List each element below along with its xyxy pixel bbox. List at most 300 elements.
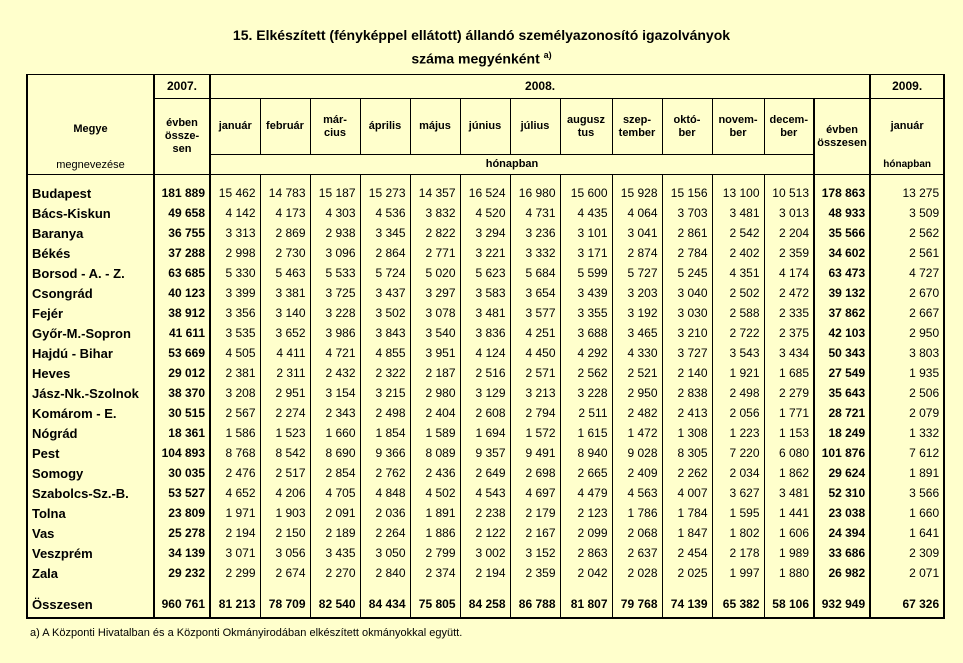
- total-2008: 18 249: [814, 423, 870, 443]
- month-value: 2 799: [410, 543, 460, 563]
- month-value: 4 543: [460, 483, 510, 503]
- month-value: 2 122: [460, 523, 510, 543]
- month-value: 4 351: [712, 263, 764, 283]
- month-value: 2 567: [210, 403, 260, 423]
- month-value: 2 472: [764, 283, 814, 303]
- month-value: 1 694: [460, 423, 510, 443]
- month-value: 1 771: [764, 403, 814, 423]
- header-line: július: [520, 120, 550, 132]
- month-value: 2 762: [360, 463, 410, 483]
- month-value: 2 822: [410, 223, 460, 243]
- month-value: 3 481: [712, 203, 764, 223]
- month-value: 3 078: [410, 303, 460, 323]
- header-line: június: [468, 120, 502, 132]
- month-value: 9 028: [612, 443, 662, 463]
- county-name: Nógrád: [27, 423, 154, 443]
- table-row: [27, 543, 944, 563]
- month-value: 1 854: [360, 423, 410, 443]
- table-row: [27, 403, 944, 423]
- month-value: 4 731: [510, 203, 560, 223]
- month-value: 5 463: [260, 263, 310, 283]
- jan-2009: 1 332: [870, 423, 944, 443]
- month-value: 2 189: [310, 523, 360, 543]
- county-name: Borsod - A. - Z.: [27, 263, 154, 283]
- month-value: 1 523: [260, 423, 310, 443]
- month-value: 2 869: [260, 223, 310, 243]
- month-value: 3 056: [260, 543, 310, 563]
- month-value: 3 540: [410, 323, 460, 343]
- month-value: 2 840: [360, 563, 410, 583]
- month-value: 4 563: [612, 483, 662, 503]
- month-value: 8 089: [410, 443, 460, 463]
- month-value: 10 513: [764, 183, 814, 203]
- month-value: 2 178: [712, 543, 764, 563]
- total-2008: 35 643: [814, 383, 870, 403]
- jan-2009: 2 667: [870, 303, 944, 323]
- month-value: 6 080: [764, 443, 814, 463]
- month-value: 15 156: [662, 183, 712, 203]
- month-value: 2 498: [360, 403, 410, 423]
- month-value: 3 832: [410, 203, 460, 223]
- month-value: 3 171: [560, 243, 612, 263]
- total-2007: 18 361: [154, 423, 210, 443]
- jan-2009: 7 612: [870, 443, 944, 463]
- month-value: 4 064: [612, 203, 662, 223]
- month-value: 2 068: [612, 523, 662, 543]
- header-line: októ-: [673, 113, 701, 126]
- month-value: 3 652: [260, 323, 310, 343]
- header-line: április: [368, 120, 402, 132]
- month-value: 2 864: [360, 243, 410, 263]
- month-value: 2 034: [712, 463, 764, 483]
- header-line: sen: [172, 143, 192, 155]
- month-value: 16 980: [510, 183, 560, 203]
- county-name: Fejér: [27, 303, 154, 323]
- month-header-9: [612, 99, 662, 155]
- total-2008: 63 473: [814, 263, 870, 283]
- month-value: 2 413: [662, 403, 712, 423]
- month-value: 5 245: [662, 263, 712, 283]
- month-value: 3 236: [510, 223, 560, 243]
- month-value: 1 921: [712, 363, 764, 383]
- month-value: 2 874: [612, 243, 662, 263]
- table-row: [27, 183, 944, 203]
- total-2008: 34 602: [814, 243, 870, 263]
- month-value: 1 989: [764, 543, 814, 563]
- month-value: 2 608: [460, 403, 510, 423]
- county-name: Tolna: [27, 503, 154, 523]
- month-value: 14 783: [260, 183, 310, 203]
- month-value: 14 357: [410, 183, 460, 203]
- month-value: 3 399: [210, 283, 260, 303]
- month-value: 3 030: [662, 303, 712, 323]
- table-row: [27, 383, 944, 403]
- county-name: Budapest: [27, 183, 154, 203]
- county-name: Somogy: [27, 463, 154, 483]
- total-row: [27, 591, 944, 618]
- total-2007: 29 232: [154, 563, 210, 583]
- month-value: 2 194: [210, 523, 260, 543]
- month-value: 2 204: [764, 223, 814, 243]
- month-value: 3 583: [460, 283, 510, 303]
- total-2008: 27 549: [814, 363, 870, 383]
- total-2007: 960 761: [154, 591, 210, 618]
- footnote-mark: a): [543, 50, 552, 60]
- month-value: 1 472: [612, 423, 662, 443]
- county-name: Csongrád: [27, 283, 154, 303]
- month-value: 2 562: [560, 363, 612, 383]
- month-value: 2 140: [662, 363, 712, 383]
- jan-2009: 2 670: [870, 283, 944, 303]
- month-value: 4 142: [210, 203, 260, 223]
- county-name: Hajdú - Bihar: [27, 343, 154, 363]
- table-row: [27, 303, 944, 323]
- header-line: ber: [780, 126, 798, 139]
- month-value: 4 411: [260, 343, 310, 363]
- jan-2009: 13 275: [870, 183, 944, 203]
- month-header-11: [712, 99, 764, 155]
- jan-2009: 3 803: [870, 343, 944, 363]
- header-line: már-: [323, 113, 347, 126]
- month-value: 78 709: [260, 591, 310, 618]
- month-value: 4 251: [510, 323, 560, 343]
- month-value: 8 940: [560, 443, 612, 463]
- month-value: 79 768: [612, 591, 662, 618]
- month-value: 2 951: [260, 383, 310, 403]
- total-2008: 37 862: [814, 303, 870, 323]
- month-value: 1 586: [210, 423, 260, 443]
- jan-2009: 3 509: [870, 203, 944, 223]
- total-2007: 53 669: [154, 343, 210, 363]
- month-value: 3 152: [510, 543, 560, 563]
- header-line: ber: [678, 126, 696, 139]
- month-value: 3 101: [560, 223, 612, 243]
- month-value: 4 697: [510, 483, 560, 503]
- month-value: 3 040: [662, 283, 712, 303]
- month-value: 2 042: [560, 563, 612, 583]
- month-value: 3 050: [360, 543, 410, 563]
- county-name: Jász-Nk.-Szolnok: [27, 383, 154, 403]
- month-value: 15 273: [360, 183, 410, 203]
- month-value: 3 986: [310, 323, 360, 343]
- month-value: 2 404: [410, 403, 460, 423]
- month-value: 4 520: [460, 203, 510, 223]
- month-value: 2 274: [260, 403, 310, 423]
- month-value: 3 703: [662, 203, 712, 223]
- table-row: [27, 523, 944, 543]
- table-row: [27, 363, 944, 383]
- month-header-3: [310, 99, 360, 155]
- table-row: [27, 443, 944, 463]
- total-2007: 23 809: [154, 503, 210, 523]
- month-value: 5 623: [460, 263, 510, 283]
- month-value: 3 654: [510, 283, 560, 303]
- month-value: 2 649: [460, 463, 510, 483]
- header-line: ber: [729, 126, 747, 139]
- total-2007: 38 370: [154, 383, 210, 403]
- month-value: 7 220: [712, 443, 764, 463]
- month-value: 3 332: [510, 243, 560, 263]
- month-value: 2 359: [510, 563, 560, 583]
- total-2008: 29 624: [814, 463, 870, 483]
- month-value: 3 502: [360, 303, 410, 323]
- month-value: 3 577: [510, 303, 560, 323]
- month-value: 3 140: [260, 303, 310, 323]
- county-name: Baranya: [27, 223, 154, 243]
- header-2008-total: [814, 99, 870, 175]
- month-value: 3 435: [310, 543, 360, 563]
- month-value: 3 002: [460, 543, 510, 563]
- table-row: [27, 503, 944, 523]
- header-line: decem-: [769, 113, 809, 126]
- month-value: 2 498: [712, 383, 764, 403]
- month-header-12: [764, 99, 814, 155]
- month-value: 4 721: [310, 343, 360, 363]
- month-value: 1 886: [410, 523, 460, 543]
- month-value: 4 124: [460, 343, 510, 363]
- month-value: 1 847: [662, 523, 712, 543]
- month-value: 2 502: [712, 283, 764, 303]
- month-value: 2 381: [210, 363, 260, 383]
- month-value: 2 036: [360, 503, 410, 523]
- month-value: 2 637: [612, 543, 662, 563]
- month-value: 8 768: [210, 443, 260, 463]
- total-2007: 37 288: [154, 243, 210, 263]
- month-header-8: [560, 99, 612, 155]
- page-title: 15. Elkészített (fényképpel ellátott) állandó személyazonosító igazolványok: [232, 27, 731, 43]
- month-value: 1 880: [764, 563, 814, 583]
- month-value: 1 572: [510, 423, 560, 443]
- header-honapban-2009: hónapban: [870, 155, 944, 175]
- month-value: 1 997: [712, 563, 764, 583]
- month-value: 4 705: [310, 483, 360, 503]
- month-value: 8 542: [260, 443, 310, 463]
- jan-2009: 1 641: [870, 523, 944, 543]
- month-value: 2 521: [612, 363, 662, 383]
- month-value: 2 025: [662, 563, 712, 583]
- county-name: Vas: [27, 523, 154, 543]
- month-value: 2 238: [460, 503, 510, 523]
- header-line: augusz: [567, 113, 605, 126]
- header-2009-januar: január: [870, 99, 944, 155]
- month-value: 15 600: [560, 183, 612, 203]
- total-2008: 48 933: [814, 203, 870, 223]
- month-value: 2 454: [662, 543, 712, 563]
- month-value: 4 652: [210, 483, 260, 503]
- table-row: [27, 563, 944, 583]
- total-2008: 26 982: [814, 563, 870, 583]
- month-value: 3 535: [210, 323, 260, 343]
- county-name: Békés: [27, 243, 154, 263]
- table-row: [27, 323, 944, 343]
- month-value: 58 106: [764, 591, 814, 618]
- total-2008: 39 132: [814, 283, 870, 303]
- month-value: 82 540: [310, 591, 360, 618]
- total-2007: 41 611: [154, 323, 210, 343]
- month-value: 1 223: [712, 423, 764, 443]
- month-value: 9 357: [460, 443, 510, 463]
- header-year-2007: 2007.: [154, 75, 210, 99]
- month-value: 3 228: [310, 303, 360, 323]
- month-value: 2 264: [360, 523, 410, 543]
- month-value: 3 843: [360, 323, 410, 343]
- total-2007: 63 685: [154, 263, 210, 283]
- header-line: szep-: [622, 113, 652, 126]
- month-value: 13 100: [712, 183, 764, 203]
- month-value: 2 980: [410, 383, 460, 403]
- month-value: 2 854: [310, 463, 360, 483]
- month-value: 2 279: [764, 383, 814, 403]
- total-2008: 50 343: [814, 343, 870, 363]
- total-2008: 42 103: [814, 323, 870, 343]
- jan-2009: 1 891: [870, 463, 944, 483]
- header-honapban: hónapban: [210, 155, 814, 175]
- month-value: 2 099: [560, 523, 612, 543]
- table-row: [27, 423, 944, 443]
- month-value: 2 950: [612, 383, 662, 403]
- month-value: 4 536: [360, 203, 410, 223]
- month-value: 2 409: [612, 463, 662, 483]
- month-value: 3 213: [510, 383, 560, 403]
- month-value: 74 139: [662, 591, 712, 618]
- month-value: 4 173: [260, 203, 310, 223]
- month-value: 5 724: [360, 263, 410, 283]
- header-megye: [27, 75, 154, 175]
- month-value: 3 041: [612, 223, 662, 243]
- month-value: 4 292: [560, 343, 612, 363]
- month-value: 2 863: [560, 543, 612, 563]
- month-value: 2 861: [662, 223, 712, 243]
- month-value: 2 674: [260, 563, 310, 583]
- month-value: 3 071: [210, 543, 260, 563]
- header-line: május: [419, 120, 451, 132]
- month-value: 3 294: [460, 223, 510, 243]
- total-2007: 30 515: [154, 403, 210, 423]
- month-value: 84 434: [360, 591, 410, 618]
- month-value: 3 688: [560, 323, 612, 343]
- month-value: 2 028: [612, 563, 662, 583]
- month-value: 2 187: [410, 363, 460, 383]
- header-line: évben: [826, 123, 858, 136]
- month-value: 1 441: [764, 503, 814, 523]
- total-2007: 34 139: [154, 543, 210, 563]
- month-value: 3 434: [764, 343, 814, 363]
- month-value: 2 588: [712, 303, 764, 323]
- total-2007: 30 035: [154, 463, 210, 483]
- month-value: 15 928: [612, 183, 662, 203]
- month-value: 4 848: [360, 483, 410, 503]
- month-value: 3 951: [410, 343, 460, 363]
- month-value: 3 096: [310, 243, 360, 263]
- month-value: 1 786: [612, 503, 662, 523]
- month-value: 3 154: [310, 383, 360, 403]
- total-2008: 101 876: [814, 443, 870, 463]
- header-line: tember: [618, 126, 656, 139]
- table-row: [27, 263, 944, 283]
- footnote: a) A Központi Hivatalban és a Központi Okmányirodában elkészített okmányokkal együtt.: [30, 627, 463, 639]
- month-value: 1 903: [260, 503, 310, 523]
- month-value: 4 174: [764, 263, 814, 283]
- total-2008: 24 394: [814, 523, 870, 543]
- month-value: 2 476: [210, 463, 260, 483]
- jan-2009: 1 660: [870, 503, 944, 523]
- header-2007-total: [154, 99, 210, 175]
- month-value: 1 595: [712, 503, 764, 523]
- page-subtitle: [0, 50, 963, 67]
- month-value: 2 343: [310, 403, 360, 423]
- month-value: 1 660: [310, 423, 360, 443]
- month-value: 4 505: [210, 343, 260, 363]
- month-value: 1 784: [662, 503, 712, 523]
- total-2007: 53 527: [154, 483, 210, 503]
- month-value: 1 606: [764, 523, 814, 543]
- total-2008: 932 949: [814, 591, 870, 618]
- month-value: 8 690: [310, 443, 360, 463]
- county-name: Összesen: [27, 591, 154, 618]
- total-2008: 178 863: [814, 183, 870, 203]
- month-value: 4 450: [510, 343, 560, 363]
- month-value: 4 206: [260, 483, 310, 503]
- month-value: 1 685: [764, 363, 814, 383]
- month-value: 2 311: [260, 363, 310, 383]
- county-name: Zala: [27, 563, 154, 583]
- month-value: 2 542: [712, 223, 764, 243]
- month-value: 3 627: [712, 483, 764, 503]
- month-value: 3 355: [560, 303, 612, 323]
- month-value: 8 305: [662, 443, 712, 463]
- month-value: 2 938: [310, 223, 360, 243]
- county-name: Győr-M.-Sopron: [27, 323, 154, 343]
- month-value: 3 221: [460, 243, 510, 263]
- month-value: 2 150: [260, 523, 310, 543]
- month-value: 4 007: [662, 483, 712, 503]
- month-value: 1 615: [560, 423, 612, 443]
- month-value: 3 192: [612, 303, 662, 323]
- month-value: 1 891: [410, 503, 460, 523]
- month-header-1: [210, 99, 260, 155]
- month-value: 5 599: [560, 263, 612, 283]
- total-2007: 49 658: [154, 203, 210, 223]
- county-name: Heves: [27, 363, 154, 383]
- month-value: 2 517: [260, 463, 310, 483]
- month-value: 75 805: [410, 591, 460, 618]
- month-value: 3 439: [560, 283, 612, 303]
- total-2007: 181 889: [154, 183, 210, 203]
- header-line: össze-: [164, 130, 200, 142]
- county-name: Bács-Kiskun: [27, 203, 154, 223]
- month-header-6: [460, 99, 510, 155]
- jan-2009: 4 727: [870, 263, 944, 283]
- month-value: 3 381: [260, 283, 310, 303]
- month-value: 4 479: [560, 483, 612, 503]
- table-row: [27, 243, 944, 263]
- month-value: 3 203: [612, 283, 662, 303]
- month-header-2: [260, 99, 310, 155]
- month-value: 2 402: [712, 243, 764, 263]
- month-value: 2 482: [612, 403, 662, 423]
- county-name: Veszprém: [27, 543, 154, 563]
- month-value: 3 013: [764, 203, 814, 223]
- county-name: Komárom - E.: [27, 403, 154, 423]
- table-row: [27, 343, 944, 363]
- month-value: 2 375: [764, 323, 814, 343]
- subtitle-text: száma megyénként: [411, 50, 540, 67]
- month-value: 3 345: [360, 223, 410, 243]
- total-2008: 28 721: [814, 403, 870, 423]
- header-line: cius: [323, 126, 346, 139]
- jan-2009: 1 935: [870, 363, 944, 383]
- month-value: 2 167: [510, 523, 560, 543]
